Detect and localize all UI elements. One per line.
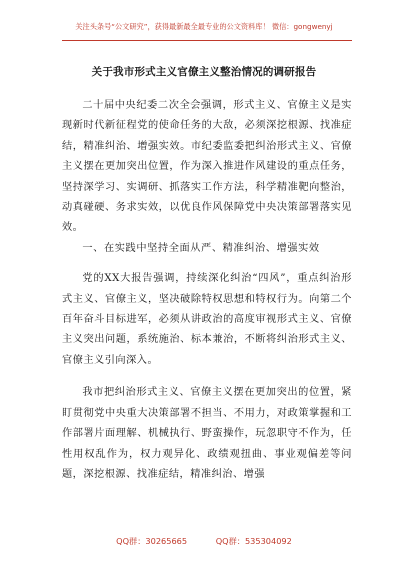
document-title: 关于我市形式主义官僚主义整治情况的调研报告 <box>91 66 317 78</box>
footer-contact <box>0 536 408 547</box>
body-paragraph-3: 我市把纠治形式主义、官僚主义摆在更加突出的位置，紧盯贯彻党中央重大决策部署不担当、不用力，对政策掌握和工作部署片面理解、机械执行、野蛮操作，玩忽职守不作为，任性用权乱作为，权力观异化、政绩观扭曲、事业观偏差等问题，深挖根源、找准症结，精准纠治、增强 <box>62 387 352 480</box>
document-body <box>62 96 352 485</box>
header-promo-text: 关注头条号“公文研究”，获得最新最全最专业的公文资料库！ 微信：gongwenyj <box>75 22 333 31</box>
body-paragraph-intro: 二十届中央纪委二次全会强调，形式主义、官僚主义是实现新时代新征程党的使命任务的大敌，必须深挖根源、找准症结，精准纠治、增强实效。市纪委监委把纠治形式主义、官僚主义摆在更加突出位置，作为深入推进作风建设的重点任务，坚持深学习、实调研、抓落实工作方法，科学精准靶向整治，动真碰硬、务求实效，以优良作风保障党中央决策部署落实见效。 <box>62 100 352 234</box>
footer-qq-group-1: QQ群：30265665 <box>116 536 188 546</box>
footer-qq-group-2: QQ群：535304092 <box>215 536 292 546</box>
section-heading-1: 一、在实践中坚持全面从严、精准纠治、增强实效 <box>82 242 320 254</box>
header-divider <box>62 40 352 41</box>
body-paragraph-2: 党的XX大报告强调，持续深化纠治“四风”，重点纠治形式主义、官僚主义，坚决破除特权思想和特权行为。向第二个百年奋斗目标进军，必须从讲政治的高度审视形式主义、官僚主义突出问题，系统施治、标本兼治，不断将纠治形式主义、官僚主义引向深入。 <box>62 273 352 366</box>
